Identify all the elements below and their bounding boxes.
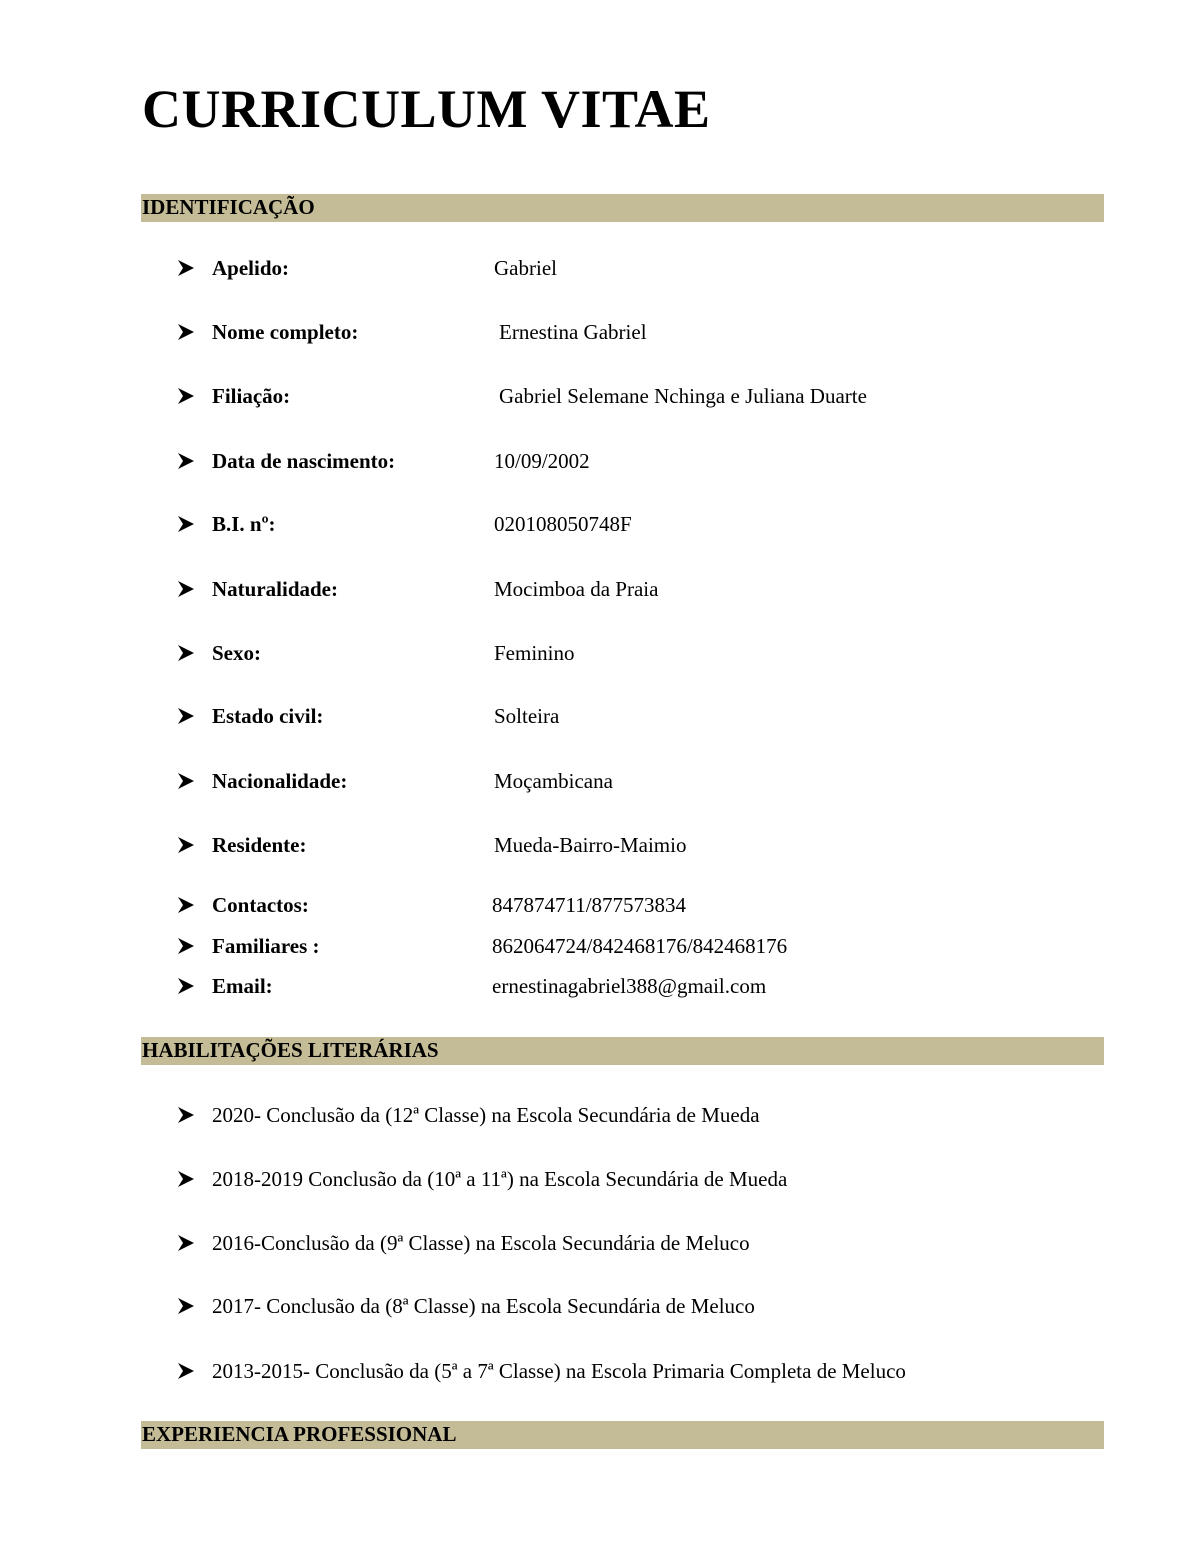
- field-value: Ernestina Gabriel: [499, 320, 647, 344]
- arrowhead-bullet-icon: [176, 767, 196, 795]
- field-label: B.I. nº:: [212, 512, 276, 536]
- field-label: Filiação:: [212, 384, 291, 408]
- field-label: Nacionalidade:: [212, 769, 348, 793]
- field-label: Apelido:: [212, 256, 290, 280]
- list-item-text: 2017- Conclusão da (8ª Classe) na Escola Secundária de Meluco: [212, 1294, 755, 1318]
- section-heading: IDENTIFICAÇÃO: [142, 195, 315, 219]
- arrowhead-bullet-icon: [176, 254, 196, 282]
- arrowhead-bullet-icon: [176, 639, 196, 667]
- arrowhead-bullet-icon: [176, 1165, 196, 1193]
- field-label: Estado civil:: [212, 704, 324, 728]
- field-value: Gabriel: [494, 256, 557, 280]
- arrowhead-bullet-icon: [176, 447, 196, 475]
- field-value: Moçambicana: [494, 769, 613, 793]
- arrowhead-bullet-icon: [176, 510, 196, 538]
- field-label: Data de nascimento:: [212, 449, 396, 473]
- field-value: Feminino: [494, 641, 575, 665]
- field-value: Mocimboa da Praia: [494, 577, 659, 601]
- field-value: Gabriel Selemane Nchinga e Juliana Duarte: [499, 384, 867, 408]
- section-heading: EXPERIENCIA PROFESSIONAL: [142, 1422, 457, 1446]
- arrowhead-bullet-icon: [176, 575, 196, 603]
- list-item-text: 2016-Conclusão da (9ª Classe) na Escola Secundária de Meluco: [212, 1231, 750, 1255]
- field-value: 10/09/2002: [494, 449, 590, 473]
- field-value: 847874711/877573834: [492, 893, 687, 917]
- field-value: Solteira: [494, 704, 560, 728]
- arrowhead-bullet-icon: [176, 831, 196, 859]
- arrowhead-bullet-icon: [176, 891, 196, 919]
- arrowhead-bullet-icon: [176, 702, 196, 730]
- arrowhead-bullet-icon: [176, 318, 196, 346]
- field-label: Naturalidade:: [212, 577, 338, 601]
- field-value: ernestinagabriel388@gmail.com: [492, 974, 767, 998]
- list-item-text: 2020- Conclusão da (12ª Classe) na Escola Secundária de Mueda: [212, 1103, 760, 1127]
- section-education: [141, 1037, 1104, 1065]
- field-label: Nome completo:: [212, 320, 359, 344]
- field-label: Contactos:: [212, 893, 309, 917]
- list-item-text: 2013-2015- Conclusão da (5ª a 7ª Classe) na Escola Primaria Completa de Meluco: [212, 1359, 906, 1383]
- field-value: 862064724/842468176/842468176: [492, 934, 788, 958]
- field-label: Residente:: [212, 833, 307, 857]
- section-heading: HABILITAÇÕES LITERÁRIAS: [142, 1038, 439, 1062]
- page-title: CURRICULUM VITAE: [142, 79, 711, 139]
- arrowhead-bullet-icon: [176, 1101, 196, 1129]
- arrowhead-bullet-icon: [176, 1292, 196, 1320]
- arrowhead-bullet-icon: [176, 972, 196, 1000]
- section-experience: [141, 1421, 1104, 1449]
- field-label: Email:: [212, 974, 273, 998]
- arrowhead-bullet-icon: [176, 932, 196, 960]
- arrowhead-bullet-icon: [176, 1229, 196, 1257]
- section-identification: [141, 194, 1104, 222]
- arrowhead-bullet-icon: [176, 1357, 196, 1385]
- field-label: Familiares :: [212, 934, 320, 958]
- field-value: 020108050748F: [494, 512, 632, 536]
- field-value: Mueda-Bairro-Maimio: [494, 833, 687, 857]
- list-item-text: 2018-2019 Conclusão da (10ª a 11ª) na Escola Secundária de Mueda: [212, 1167, 788, 1191]
- field-label: Sexo:: [212, 641, 261, 665]
- arrowhead-bullet-icon: [176, 382, 196, 410]
